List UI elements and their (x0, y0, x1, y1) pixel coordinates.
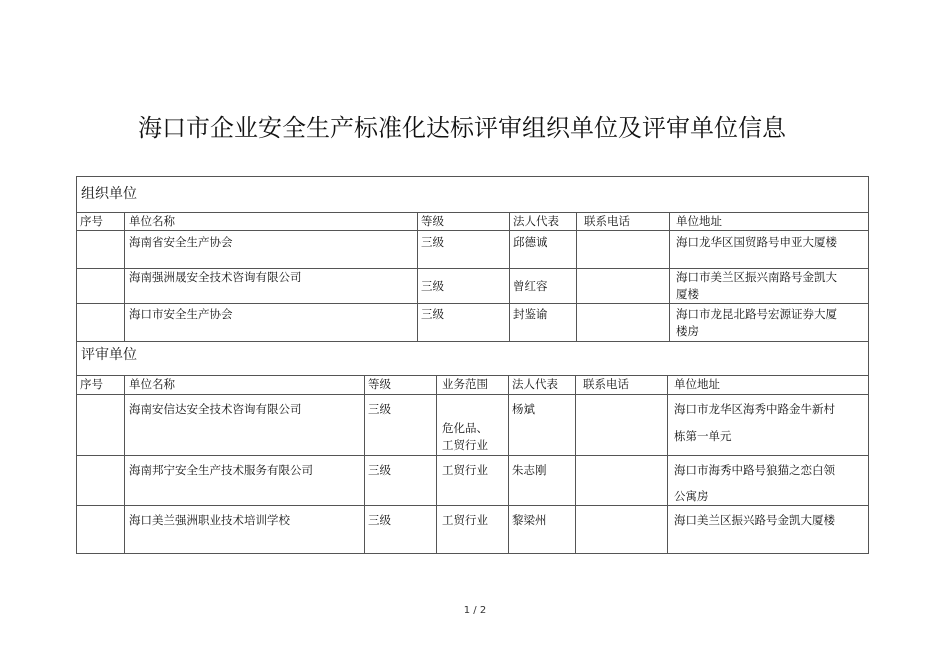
info-table (76, 176, 869, 554)
org-header-phone: 联系电话 (584, 214, 630, 228)
org-row-1-rep: 邱德诚 (513, 235, 548, 249)
section-label-org: 组织单位 (81, 186, 137, 202)
eval-row-2-scope: 工贸行业 (442, 463, 488, 477)
eval-row-3-addr: 海口美兰区振兴路号金凯大厦楼 (674, 513, 835, 527)
org-header-name: 单位名称 (129, 214, 175, 228)
eval-row-1-level: 三级 (368, 402, 391, 416)
eval-row-3-name: 海口美兰强洲职业技术培训学校 (129, 513, 290, 527)
eval-header-level: 等级 (368, 377, 391, 391)
eval-header-phone: 联系电话 (583, 377, 629, 391)
eval-row-3-level: 三级 (368, 513, 391, 527)
org-row-2-addr-line2: 厦楼 (676, 287, 699, 301)
org-row-3-addr-line2: 楼房 (676, 324, 699, 338)
eval-row-1-addr-line1: 海口市龙华区海秀中路金牛新村 (674, 402, 835, 416)
eval-row-2-rep: 朱志刚 (512, 463, 547, 477)
eval-row-2-name: 海南邦宁安全生产技术服务有限公司 (129, 463, 313, 477)
eval-header-name: 单位名称 (129, 377, 175, 391)
section-label-eval: 评审单位 (81, 347, 137, 363)
page-number: 1 / 2 (463, 605, 487, 616)
org-row-3-addr-line1: 海口市龙昆北路号宏源证券大厦 (676, 307, 837, 321)
org-row-3-level: 三级 (421, 307, 444, 321)
eval-row-1-name: 海南安信达安全技术咨询有限公司 (129, 402, 302, 416)
org-row-3-rep: 封鉴谕 (513, 307, 548, 321)
org-row-2-rep: 曾红容 (513, 279, 548, 293)
eval-row-3-scope: 工贸行业 (442, 513, 488, 527)
page-title: 海口市企业安全生产标准化达标评审组织单位及评审单位信息 (138, 114, 786, 142)
org-row-1-level: 三级 (421, 235, 444, 249)
org-row-2-name: 海南强洲晟安全技术咨询有限公司 (129, 270, 302, 284)
org-row-2-level: 三级 (421, 279, 444, 293)
eval-header-addr: 单位地址 (674, 377, 720, 391)
org-row-1-name: 海南省安全生产协会 (129, 235, 233, 249)
eval-row-2-level: 三级 (368, 463, 391, 477)
org-header-no: 序号 (80, 214, 103, 228)
eval-row-2-addr-line2: 公寓房 (674, 489, 709, 503)
org-row-2-addr-line1: 海口市美兰区振兴南路号金凯大 (676, 270, 837, 284)
eval-header-rep: 法人代表 (512, 377, 558, 391)
eval-row-1-addr-line2: 栋第一单元 (674, 429, 732, 443)
org-header-rep: 法人代表 (513, 214, 559, 228)
eval-row-1-scope-line1: 危化品、 (442, 421, 488, 435)
eval-row-2-addr-line1: 海口市海秀中路号狼猫之恋白领 (674, 463, 835, 477)
eval-row-1-scope-line2: 工贸行业 (442, 438, 488, 452)
org-row-1-addr: 海口龙华区国贸路号申亚大厦楼 (676, 235, 837, 249)
eval-header-scope: 业务范围 (442, 377, 488, 391)
eval-row-1-rep: 杨斌 (512, 402, 535, 416)
org-header-level: 等级 (421, 214, 444, 228)
org-header-addr: 单位地址 (676, 214, 722, 228)
eval-row-3-rep: 黎梁州 (512, 513, 547, 527)
eval-header-no: 序号 (80, 377, 103, 391)
org-row-3-name: 海口市安全生产协会 (129, 307, 233, 321)
